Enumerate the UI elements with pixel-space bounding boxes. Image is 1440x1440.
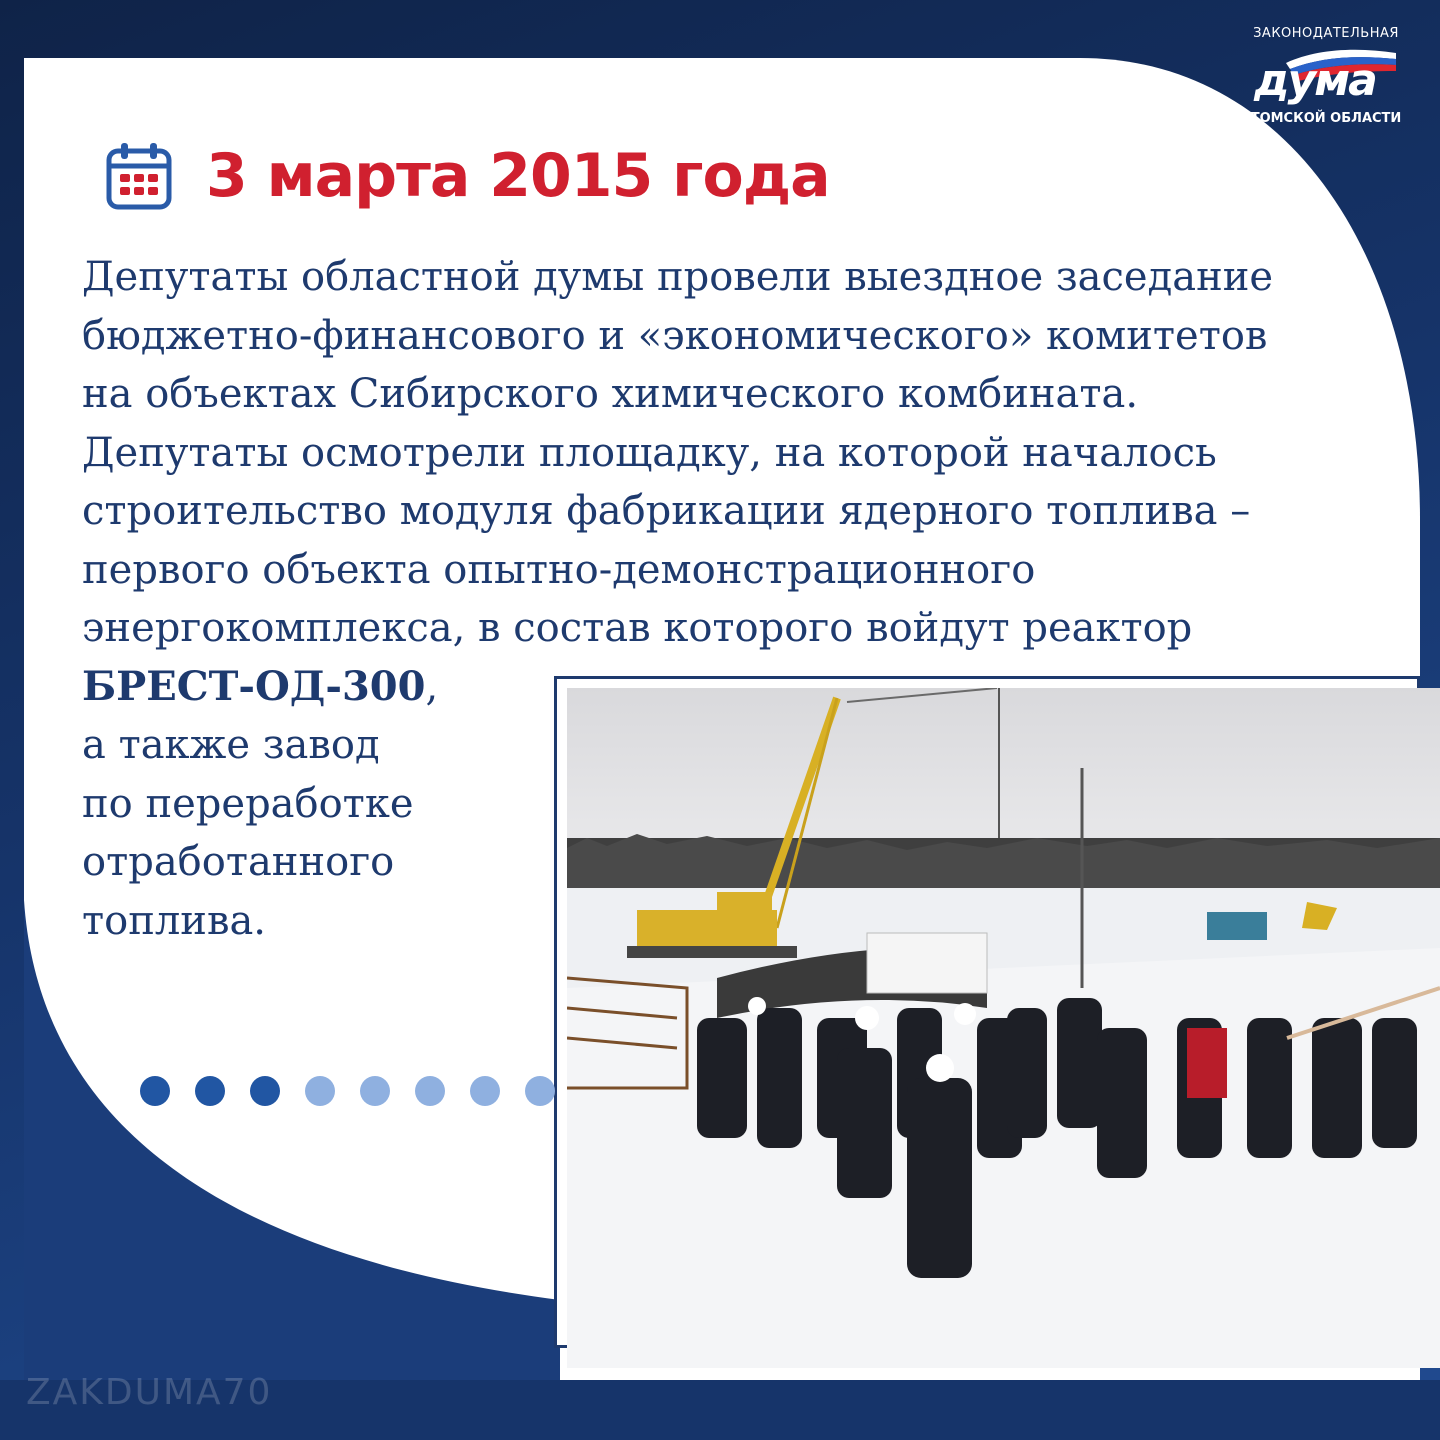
text-line: по переработке: [82, 780, 414, 827]
page-title: 3 марта 2015 года: [206, 141, 830, 211]
watermark: ZAKDUMA70: [26, 1372, 273, 1413]
logo-top-text: ЗАКОНОДАТЕЛЬНАЯ: [1253, 26, 1399, 41]
text-line: а также завод: [82, 722, 380, 768]
logo-bottom-text: ТОМСКОЙ ОБЛАСТИ: [1250, 111, 1402, 126]
site-photo: [567, 688, 1440, 1368]
logo-word: дума: [1254, 55, 1376, 106]
dot-inactive: [415, 1076, 445, 1106]
duma-logo: [1246, 26, 1406, 126]
dot-inactive: [525, 1076, 555, 1106]
text-line: бюджетно-финансового и «экономического» комитетов: [82, 312, 1268, 359]
text-line: первого объекта опытно-демонстрационного: [82, 546, 1036, 593]
text-line: Депутаты осмотрели площадку, на которой началось: [82, 429, 1217, 476]
text-line: Депутаты областной думы провели выездное заседание: [82, 254, 1274, 300]
text-line: строительство модуля фабрикации ядерного топлива –: [82, 488, 1251, 534]
dot-inactive: [305, 1076, 335, 1106]
text-line: на объектах Сибирского химического комбината.: [82, 371, 1139, 417]
dot-active: [140, 1076, 170, 1106]
reactor-suffix: ,: [425, 663, 439, 710]
dot-active: [195, 1076, 225, 1106]
logo-mark: [1246, 45, 1406, 109]
reactor-name: БРЕСТ-ОД-300: [82, 662, 426, 710]
text-line: топлива.: [82, 897, 267, 944]
dot-active: [250, 1076, 280, 1106]
calendar-icon: [106, 142, 172, 210]
text-line: отработанного: [82, 839, 395, 885]
pagination-dots: [140, 1076, 580, 1106]
text-line: энергокомплекса, в состав которого войдут реактор: [82, 605, 1193, 651]
dot-inactive: [360, 1076, 390, 1106]
date-heading: [106, 140, 830, 212]
dot-inactive: [470, 1076, 500, 1106]
